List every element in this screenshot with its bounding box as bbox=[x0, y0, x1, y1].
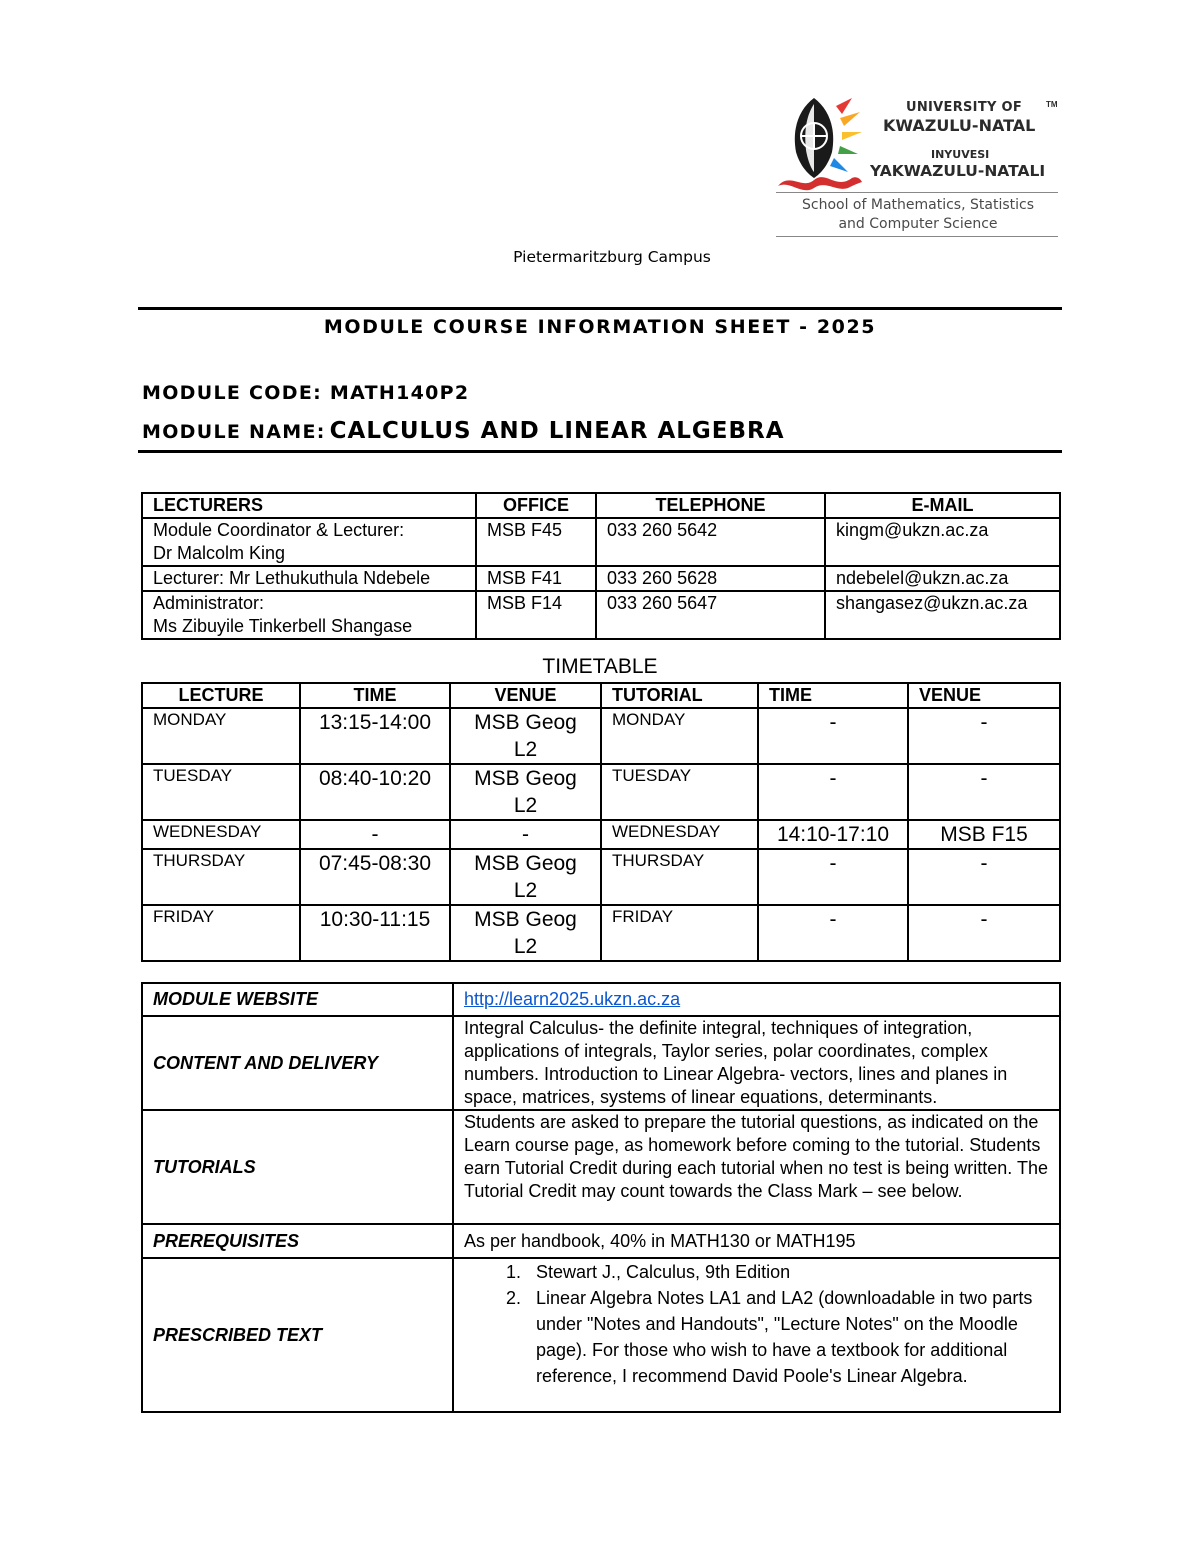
office-cell: MSB F41 bbox=[476, 566, 596, 591]
table-row bbox=[142, 764, 1060, 820]
table-row bbox=[142, 591, 1060, 639]
bottom-rule bbox=[138, 450, 1062, 453]
tutorial-time: - bbox=[758, 905, 908, 961]
lecture-day: MONDAY bbox=[142, 708, 300, 764]
tutorial-venue: - bbox=[908, 905, 1060, 961]
lecture-time: 07:45-08:30 bbox=[300, 849, 450, 905]
sheet-title: MODULE COURSE INFORMATION SHEET - 2025 bbox=[323, 316, 877, 338]
lecturer-cell bbox=[142, 591, 476, 639]
telephone-cell: 033 260 5647 bbox=[596, 591, 825, 639]
table-row bbox=[142, 708, 1060, 764]
column-header: VENUE bbox=[450, 683, 601, 708]
tutorial-day: FRIDAY bbox=[601, 905, 758, 961]
lecturer-cell bbox=[142, 518, 476, 566]
university-line-2: KWAZULU-NATAL bbox=[883, 116, 1036, 135]
tutorial-day: MONDAY bbox=[601, 708, 758, 764]
lecturer-name: Ms Zibuyile Tinkerbell Shangase bbox=[153, 616, 413, 636]
tutorials-text: Students are asked to prepare the tutorial questions, as indicated on the Learn course page, as homework before coming to the tutorial. Students earn Tutorial Credit during each tutorial when no test is being written. The Tutorial Credit may count towards the Class Mark – see below. bbox=[453, 1110, 1060, 1224]
lecture-venue: MSB Geog L2 bbox=[450, 849, 601, 905]
tutorial-venue: MSB F15 bbox=[908, 820, 1060, 849]
lecture-day: FRIDAY bbox=[142, 905, 300, 961]
tutorial-day: TUESDAY bbox=[601, 764, 758, 820]
timetable-caption: TIMETABLE bbox=[542, 655, 658, 678]
tutorial-venue: - bbox=[908, 764, 1060, 820]
lecture-time: - bbox=[300, 820, 450, 849]
column-header: VENUE bbox=[908, 683, 1060, 708]
module-name bbox=[142, 418, 785, 444]
logo-divider bbox=[776, 192, 1058, 193]
content-text: Integral Calculus- the definite integral, techniques of integration, applications of integrals, Taylor series, polar coordinates, complex numbers. Introduction to Linear Algebra- vectors, lines and planes in space, matrices, systems of linear equations, determinants. bbox=[453, 1016, 1060, 1110]
table-row bbox=[142, 905, 1060, 961]
tutorial-time: - bbox=[758, 849, 908, 905]
tutorial-day: THURSDAY bbox=[601, 849, 758, 905]
university-line-3: INYUVESI bbox=[931, 148, 990, 161]
content-label: CONTENT AND DELIVERY bbox=[142, 1016, 453, 1110]
table-row bbox=[142, 1110, 1060, 1224]
website-label: MODULE WEBSITE bbox=[142, 983, 453, 1016]
table-row bbox=[142, 518, 1060, 566]
list-item: 1. Stewart J., Calculus, 9th Edition bbox=[526, 1259, 1049, 1285]
lecture-venue: MSB Geog L2 bbox=[450, 764, 601, 820]
list-item: 2. Linear Algebra Notes LA1 and LA2 (downloadable in two parts under "Notes and Handouts", "Lecture Notes" on the Moodle page). For those who wish to have a textbook for additional reference, I recommend David Poole's Linear Algebra. bbox=[526, 1285, 1049, 1389]
module-info-table bbox=[141, 982, 1061, 1413]
table-row bbox=[142, 566, 1060, 591]
module-code: MODULE CODE: MATH140P2 bbox=[142, 382, 470, 404]
office-cell: MSB F14 bbox=[476, 591, 596, 639]
university-line-4: YAKWAZULU-NATALI bbox=[870, 162, 1046, 180]
lecturers-table bbox=[141, 492, 1061, 640]
column-header: TIME bbox=[758, 683, 908, 708]
prerequisites-label: PREREQUISITES bbox=[142, 1224, 453, 1258]
lecture-time: 08:40-10:20 bbox=[300, 764, 450, 820]
school-line-1: School of Mathematics, Statistics bbox=[802, 197, 1034, 213]
lecturer-role: Module Coordinator & Lecturer: bbox=[153, 520, 405, 540]
lecture-venue: MSB Geog L2 bbox=[450, 905, 601, 961]
prescribed-text-label: PRESCRIBED TEXT bbox=[142, 1258, 453, 1412]
lecture-day: THURSDAY bbox=[142, 849, 300, 905]
telephone-cell: 033 260 5628 bbox=[596, 566, 825, 591]
lecturer-role: Administrator: bbox=[153, 593, 265, 613]
module-website-link[interactable]: http://learn2025.ukzn.ac.za bbox=[464, 989, 681, 1009]
office-cell: MSB F45 bbox=[476, 518, 596, 566]
lecture-venue: - bbox=[450, 820, 601, 849]
email-cell: ndebelel@ukzn.ac.za bbox=[825, 566, 1060, 591]
column-header: LECTURERS bbox=[142, 493, 476, 518]
column-header: OFFICE bbox=[476, 493, 596, 518]
trademark: TM bbox=[1046, 100, 1058, 109]
university-logo bbox=[776, 96, 1060, 238]
table-row bbox=[142, 849, 1060, 905]
website-cell bbox=[453, 983, 1060, 1016]
lecture-day: WEDNESDAY bbox=[142, 820, 300, 849]
table-row bbox=[142, 983, 1060, 1016]
tutorial-venue: - bbox=[908, 708, 1060, 764]
lecture-time: 10:30-11:15 bbox=[300, 905, 450, 961]
module-name-label: MODULE NAME: bbox=[142, 421, 326, 443]
top-rule bbox=[138, 307, 1062, 310]
table-header-row bbox=[142, 683, 1060, 708]
telephone-cell: 033 260 5642 bbox=[596, 518, 825, 566]
prerequisites-text: As per handbook, 40% in MATH130 or MATH195 bbox=[453, 1224, 1060, 1258]
table-row bbox=[142, 1224, 1060, 1258]
module-name-value: CALCULUS AND LINEAR ALGEBRA bbox=[329, 418, 785, 444]
email-cell: shangasez@ukzn.ac.za bbox=[825, 591, 1060, 639]
tutorial-time: - bbox=[758, 764, 908, 820]
column-header: TELEPHONE bbox=[596, 493, 825, 518]
column-header: TUTORIAL bbox=[601, 683, 758, 708]
table-row bbox=[142, 820, 1060, 849]
tutorial-venue: - bbox=[908, 849, 1060, 905]
lecture-time: 13:15-14:00 bbox=[300, 708, 450, 764]
tutorial-time: - bbox=[758, 708, 908, 764]
email-cell: kingm@ukzn.ac.za bbox=[825, 518, 1060, 566]
lecturer-name: Dr Malcolm King bbox=[153, 543, 286, 563]
tutorial-time: 14:10-17:10 bbox=[758, 820, 908, 849]
logo-divider bbox=[776, 236, 1058, 237]
campus-name: Pietermaritzburg Campus bbox=[513, 248, 711, 266]
table-row bbox=[142, 1016, 1060, 1110]
tutorials-label: TUTORIALS bbox=[142, 1110, 453, 1224]
table-row bbox=[142, 1258, 1060, 1412]
prescribed-text-list bbox=[464, 1259, 1049, 1389]
column-header: TIME bbox=[300, 683, 450, 708]
school-name bbox=[776, 196, 1060, 234]
school-line-2: and Computer Science bbox=[838, 216, 998, 232]
lecture-venue: MSB Geog L2 bbox=[450, 708, 601, 764]
ukzn-emblem-icon bbox=[776, 96, 868, 192]
tutorial-day: WEDNESDAY bbox=[601, 820, 758, 849]
prescribed-text-cell bbox=[453, 1258, 1060, 1412]
column-header: E-MAIL bbox=[825, 493, 1060, 518]
university-line-1: UNIVERSITY OF bbox=[906, 100, 1023, 115]
column-header: LECTURE bbox=[142, 683, 300, 708]
lecturer-cell: Lecturer: Mr Lethukuthula Ndebele bbox=[142, 566, 476, 591]
table-header-row bbox=[142, 493, 1060, 518]
lecture-day: TUESDAY bbox=[142, 764, 300, 820]
timetable-table bbox=[141, 682, 1061, 962]
